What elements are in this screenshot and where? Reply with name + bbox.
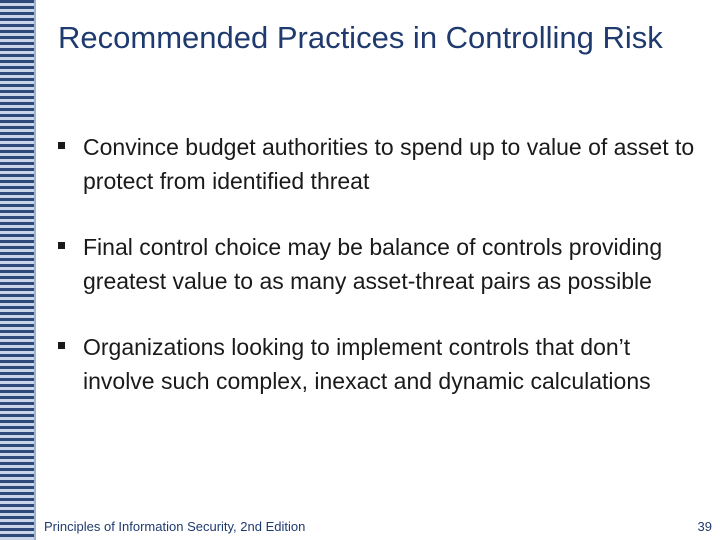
- square-bullet-icon: [58, 342, 65, 349]
- decorative-side-bar: [0, 0, 34, 540]
- side-bar-divider: [34, 0, 36, 540]
- page-number: 39: [697, 519, 712, 534]
- slide-title: Recommended Practices in Controlling Risk: [58, 20, 663, 55]
- bullet-item: [58, 230, 698, 298]
- footer-source: Principles of Information Security, 2nd Edition: [44, 519, 306, 534]
- bullet-item: [58, 330, 698, 398]
- square-bullet-icon: [58, 242, 65, 249]
- square-bullet-icon: [58, 142, 65, 149]
- bullet-list: [58, 130, 698, 398]
- bullet-item: [58, 130, 698, 198]
- bullet-text: Convince budget authorities to spend up to value of asset to protect from identified threat: [83, 134, 695, 194]
- bullet-text: Final control choice may be balance of controls providing greatest value to as many asset-threat pairs as possible: [83, 234, 663, 294]
- bullet-text: Organizations looking to implement controls that don’t involve such complex, inexact and dynamic calculations: [83, 334, 651, 394]
